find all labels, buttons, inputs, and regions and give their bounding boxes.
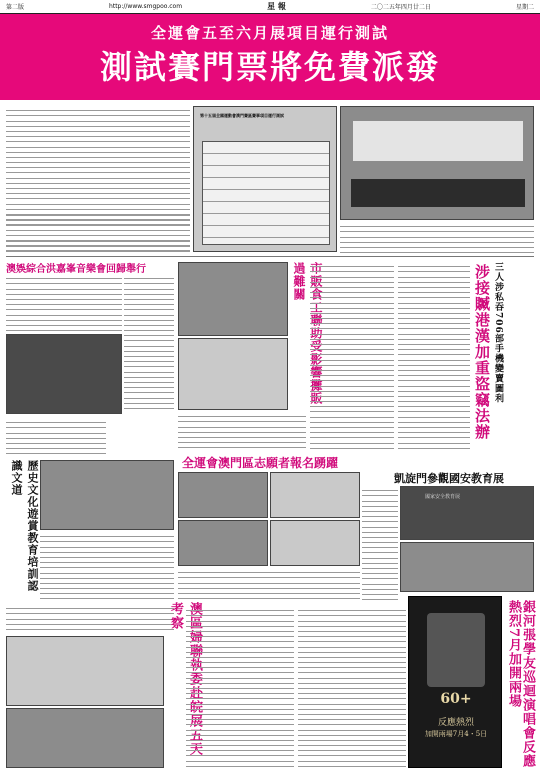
women-photo-1 — [6, 636, 164, 706]
concert-left-headline: 澳娛綜合洪嘉峯音樂會回歸舉行 — [6, 264, 146, 275]
backdrop — [353, 121, 523, 161]
galaxy-text — [298, 606, 406, 768]
lead-banner — [0, 14, 540, 100]
concert-poster — [408, 596, 502, 768]
market-photo-2 — [178, 338, 288, 410]
expo-sign: 國家安全教育展 — [425, 494, 461, 500]
volunteer-photo-4 — [270, 520, 360, 566]
lead-slide-photo — [193, 106, 337, 252]
speaker-table — [351, 179, 525, 207]
expo-headline: 凱旋門參觀國安教育展 — [394, 472, 504, 485]
market-photo-1 — [178, 262, 288, 336]
expo-photo-1 — [400, 486, 534, 540]
volunteer-photo-2 — [270, 472, 360, 518]
page-header — [0, 0, 540, 14]
history-text — [6, 418, 106, 458]
women-headline: 澳區婦聯執委赴皖展五天考察 — [168, 602, 202, 756]
poster-sixty: 60+ — [440, 691, 472, 707]
expo-photo-2 — [400, 542, 534, 592]
schedule-table — [202, 141, 330, 245]
page-number: 第二版 — [6, 4, 25, 11]
press-conference-photo — [340, 106, 534, 220]
fraud-text — [398, 262, 470, 450]
poster-response: 反應熱烈 — [437, 718, 474, 728]
market-headline: 市販食工聯助受影響攤販過難關 — [292, 262, 323, 405]
galaxy-headline: 銀河張學友巡迴演唱會反應熱烈7月加開兩場 — [506, 600, 535, 768]
market-text — [178, 412, 306, 450]
volunteer-text — [178, 568, 360, 604]
weekday: 星期二 — [515, 4, 534, 11]
concert-left-text-2 — [124, 274, 174, 414]
fraud-headline: 涉接贓港漢加重盜竊法辦 — [473, 264, 491, 440]
volunteer-headline: 全運會澳門區志願者報名踴躍 — [182, 456, 339, 470]
history-headline: 歷史文化遊賞教育培訓認識文道 — [10, 460, 39, 592]
slide-title: 第十五屆全國運動會澳門賽區賽事項目運行測試 — [200, 113, 284, 118]
issue-date: 二〇二五年四月廿二日 — [370, 4, 431, 11]
concert-left-text — [6, 274, 122, 334]
history-text-2 — [40, 532, 174, 600]
lead-article-text-3 — [340, 222, 534, 256]
section-divider — [6, 256, 534, 257]
lead-title: 測試賽門票將免費派發 — [99, 48, 440, 86]
site-url[interactable]: http://www.smgpoo.com — [109, 3, 183, 10]
expo-text — [362, 486, 398, 604]
singer-photo — [6, 334, 122, 414]
bottom-center-text — [186, 606, 294, 768]
women-text — [6, 604, 174, 634]
masthead: 星 報 — [267, 2, 286, 11]
center-article-text — [310, 262, 394, 450]
poster-extra-shows: 加開兩場7月4・5日 — [424, 730, 488, 738]
singer-silhouette — [427, 613, 485, 687]
women-photo-2 — [6, 708, 164, 768]
lead-subtitle: 全運會五至六月展項目運行測試 — [150, 24, 389, 42]
lead-article-text-2 — [6, 200, 190, 254]
fraud-kicker: 三人涉私吞706部手機變賣圖利 — [493, 262, 503, 404]
history-photo — [40, 460, 174, 530]
volunteer-photo-1 — [178, 472, 268, 518]
volunteer-photo-3 — [178, 520, 268, 566]
